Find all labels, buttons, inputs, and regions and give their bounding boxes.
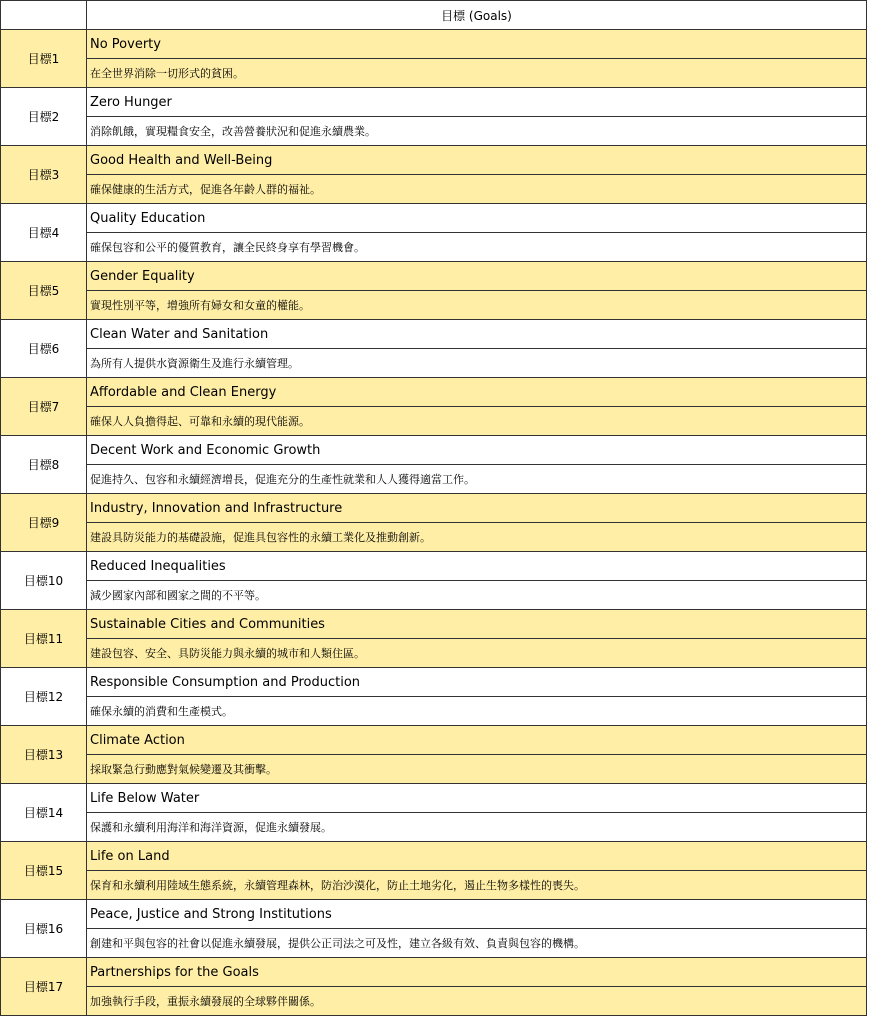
goal-description-row	[1, 175, 867, 204]
goal-title-row	[1, 30, 867, 59]
goal-title: Life on Land	[87, 842, 867, 871]
goal-description: 確保包容和公平的優質教育，讓全民終身享有學習機會。	[87, 233, 867, 262]
goal-description-row	[1, 929, 867, 958]
goal-description: 加強執行手段，重振永續發展的全球夥伴關係。	[87, 987, 867, 1016]
goal-title: Reduced Inequalities	[87, 552, 867, 581]
goal-title-row	[1, 784, 867, 813]
goal-title-row	[1, 668, 867, 697]
goal-description: 為所有人提供水資源衛生及進行永續管理。	[87, 349, 867, 378]
goal-title: Sustainable Cities and Communities	[87, 610, 867, 639]
goal-description-row	[1, 291, 867, 320]
goal-title: No Poverty	[87, 30, 867, 59]
goal-description-row	[1, 407, 867, 436]
goal-label: 目標1	[1, 30, 87, 88]
goal-label: 目標14	[1, 784, 87, 842]
goal-title: Life Below Water	[87, 784, 867, 813]
goal-description-row	[1, 639, 867, 668]
goal-title-row	[1, 842, 867, 871]
goal-title-row	[1, 204, 867, 233]
goal-description-row	[1, 755, 867, 784]
goal-description-row	[1, 117, 867, 146]
goal-title-row	[1, 320, 867, 349]
goal-description: 確保人人負擔得起、可靠和永續的現代能源。	[87, 407, 867, 436]
goal-label: 目標10	[1, 552, 87, 610]
goal-description: 創建和平與包容的社會以促進永續發展，提供公正司法之可及性，建立各級有效、負責與包容的機構。	[87, 929, 867, 958]
goal-label: 目標12	[1, 668, 87, 726]
goals-header: 目標 (Goals)	[87, 1, 867, 30]
goal-title: Zero Hunger	[87, 88, 867, 117]
goal-title: Industry, Innovation and Infrastructure	[87, 494, 867, 523]
goal-label: 目標5	[1, 262, 87, 320]
goal-title-row	[1, 146, 867, 175]
goal-title-row	[1, 378, 867, 407]
goal-description-row	[1, 813, 867, 842]
goal-title-row	[1, 552, 867, 581]
goal-title: Climate Action	[87, 726, 867, 755]
goal-label: 目標17	[1, 958, 87, 1016]
goal-description-row	[1, 697, 867, 726]
goal-title-row	[1, 958, 867, 987]
goal-description-row	[1, 465, 867, 494]
header-row	[1, 1, 867, 30]
goal-label: 目標9	[1, 494, 87, 552]
goal-description-row	[1, 581, 867, 610]
goal-description-row	[1, 349, 867, 378]
goals-table-body	[1, 1, 867, 1016]
goal-title: Partnerships for the Goals	[87, 958, 867, 987]
goal-title: Peace, Justice and Strong Institutions	[87, 900, 867, 929]
goal-label: 目標13	[1, 726, 87, 784]
goal-label: 目標6	[1, 320, 87, 378]
goal-label: 目標2	[1, 88, 87, 146]
goal-title-row	[1, 610, 867, 639]
goal-description: 保育和永續利用陸域生態系統，永續管理森林，防治沙漠化，防止土地劣化，遏止生物多樣性的喪失。	[87, 871, 867, 900]
goal-title-row	[1, 900, 867, 929]
goal-label: 目標16	[1, 900, 87, 958]
goal-description: 消除飢餓，實現糧食安全，改善營養狀況和促進永續農業。	[87, 117, 867, 146]
goal-title: Clean Water and Sanitation	[87, 320, 867, 349]
header-blank-cell	[1, 1, 87, 30]
goal-description: 在全世界消除一切形式的貧困。	[87, 59, 867, 88]
goal-title: Quality Education	[87, 204, 867, 233]
goal-label: 目標11	[1, 610, 87, 668]
goal-title-row	[1, 88, 867, 117]
goal-title-row	[1, 494, 867, 523]
goal-label: 目標15	[1, 842, 87, 900]
goal-description: 促進持久、包容和永續經濟增長，促進充分的生產性就業和人人獲得適當工作。	[87, 465, 867, 494]
goal-description-row	[1, 233, 867, 262]
goal-description-row	[1, 871, 867, 900]
goal-title: Good Health and Well-Being	[87, 146, 867, 175]
goal-title: Decent Work and Economic Growth	[87, 436, 867, 465]
goal-label: 目標8	[1, 436, 87, 494]
goal-title-row	[1, 726, 867, 755]
goal-description-row	[1, 59, 867, 88]
goal-title: Responsible Consumption and Production	[87, 668, 867, 697]
goal-description: 採取緊急行動應對氣候變遷及其衝擊。	[87, 755, 867, 784]
goal-label: 目標4	[1, 204, 87, 262]
goal-title-row	[1, 436, 867, 465]
goal-description-row	[1, 523, 867, 552]
goal-description: 減少國家內部和國家之間的不平等。	[87, 581, 867, 610]
goal-title: Gender Equality	[87, 262, 867, 291]
goal-description: 建設包容、安全、具防災能力與永續的城市和人類住區。	[87, 639, 867, 668]
goal-title: Affordable and Clean Energy	[87, 378, 867, 407]
goal-title-row	[1, 262, 867, 291]
goal-description: 保護和永續利用海洋和海洋資源，促進永續發展。	[87, 813, 867, 842]
goal-description-row	[1, 987, 867, 1016]
goal-description: 實現性別平等，增強所有婦女和女童的權能。	[87, 291, 867, 320]
goal-description: 建設具防災能力的基礎設施，促進具包容性的永續工業化及推動創新。	[87, 523, 867, 552]
goal-label: 目標3	[1, 146, 87, 204]
goal-description: 確保永續的消費和生產模式。	[87, 697, 867, 726]
goal-label: 目標7	[1, 378, 87, 436]
goal-description: 確保健康的生活方式，促進各年齡人群的福祉。	[87, 175, 867, 204]
